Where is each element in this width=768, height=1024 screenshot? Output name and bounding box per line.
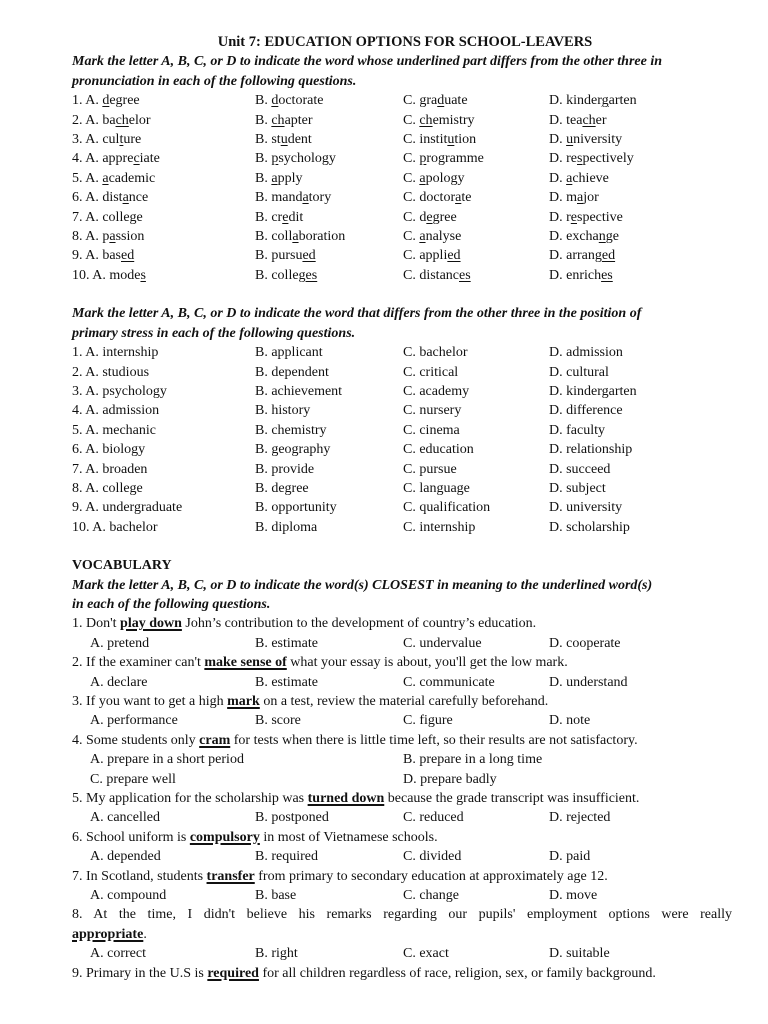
option: C. doctorate [403, 190, 472, 206]
vocabulary-instruction: Mark the letter A, B, C, or D to indicate the word(s) CLOSEST in meaning to the underlined word(s) in each of the following questions. [72, 577, 653, 612]
option: D. admission [549, 345, 623, 361]
pronunciation-instruction: Mark the letter A, B, C, or D to indicate the word whose underlined part differs from the other three in pronunciation in each of the following questions. [72, 54, 662, 89]
option: 4. A. appreciate [72, 151, 160, 167]
option: B. chapter [255, 112, 313, 128]
question-stem: 5. My application for the scholarship was turned down because the grade transcript was insufficient. [72, 791, 640, 807]
option: B. pursued [255, 248, 316, 264]
underlined-part: ch [419, 112, 433, 128]
question-row [72, 227, 732, 246]
option: D. kindergarten [549, 383, 637, 399]
option-row [72, 847, 732, 866]
underlined-part: u [447, 132, 455, 148]
option: D. respectively [549, 151, 634, 167]
underlined-part: s [140, 267, 146, 283]
option: C. education [403, 442, 474, 458]
option: D. enriches [549, 267, 613, 283]
underlined-part: a [102, 170, 109, 186]
option: B. postponed [255, 810, 329, 826]
option: D. cooperate [549, 635, 621, 651]
option: B. applicant [255, 345, 323, 361]
question-row [72, 518, 732, 537]
option: B. psychology [255, 151, 336, 167]
underlined-part: ed [447, 248, 461, 264]
question-row [72, 246, 732, 265]
option: C. undervalue [403, 635, 482, 651]
key-word: make sense of [204, 655, 287, 671]
option: B. dependent [255, 364, 329, 380]
vocab-question [72, 867, 732, 906]
option: C. programme [403, 151, 484, 167]
option: B. collaboration [255, 229, 346, 245]
option: C. change [403, 888, 459, 904]
underlined-part: a [292, 229, 299, 245]
page-title: Unit 7: EDUCATION OPTIONS FOR SCHOOL-LEAVERS [217, 34, 593, 50]
option: C. graduate [403, 93, 468, 109]
vocab-question [72, 614, 732, 653]
question-row [72, 130, 732, 149]
option: D. suitable [549, 946, 610, 962]
option: 3. A. culture [72, 132, 142, 148]
vocab-question [72, 789, 732, 828]
stress-questions [72, 343, 732, 537]
underlined-part: es [459, 267, 471, 283]
option: B. diploma [255, 519, 318, 535]
option: C. prepare well [90, 771, 176, 787]
option: 1. A. internship [72, 345, 159, 361]
option: C. figure [403, 713, 453, 729]
question-row [72, 149, 732, 168]
option: 2. A. studious [72, 364, 150, 380]
option: C. exact [403, 946, 449, 962]
option: B. right [255, 946, 298, 962]
question-row [72, 460, 732, 479]
vocabulary-heading: VOCABULARY [72, 558, 172, 574]
option: D. major [549, 190, 599, 206]
option: B. doctorate [255, 93, 324, 109]
underlined-part: ed [121, 248, 135, 264]
option: D. understand [549, 674, 628, 690]
underlined-part: es [601, 267, 613, 283]
option: D. scholarship [549, 519, 630, 535]
key-word: mark [227, 694, 260, 709]
question-row [72, 343, 732, 362]
option: B. geography [255, 442, 331, 458]
option: D. relationship [549, 442, 633, 458]
option: D. faculty [549, 422, 605, 438]
underlined-part: d [437, 93, 445, 109]
option: A. compound [90, 888, 167, 904]
underlined-part: ed [601, 248, 616, 264]
underlined-part: e [282, 209, 289, 225]
option: D. exchange [549, 229, 619, 245]
option: 8. A. college [72, 480, 143, 496]
option: D. respective [549, 209, 623, 225]
option: C. institution [403, 132, 477, 148]
option: C. nursery [403, 403, 462, 419]
option: D. kindergarten [549, 93, 637, 109]
underlined-part: a [566, 170, 573, 186]
stress-instruction: Mark the letter A, B, C, or D to indicate the word that differs from the other three in the position of primary stress in each of the following questions. [72, 306, 642, 341]
option: D. move [549, 888, 598, 904]
option: 9. A. based [72, 248, 135, 264]
option-row [72, 634, 732, 653]
option: C. chemistry [403, 112, 475, 128]
option: B. history [255, 403, 311, 419]
option: A. depended [90, 849, 161, 865]
option: B. chemistry [255, 422, 327, 438]
underlined-part: a [577, 190, 584, 206]
option: B. student [255, 132, 312, 148]
key-word: appropriate [72, 926, 144, 942]
option: B. degree [255, 480, 309, 496]
option: A. correct [90, 946, 146, 962]
question-stem: 6. School uniform is compulsory in most of Vietnamese schools. [72, 829, 438, 845]
option: C. qualification [403, 500, 491, 516]
option: B. colleges [255, 267, 318, 283]
question-row [72, 363, 732, 382]
option: C. internship [403, 519, 476, 535]
underlined-part: c [133, 151, 140, 167]
underlined-part: a [122, 190, 129, 206]
question-stem: 2. If the examiner can't make sense of what your essay is about, you'll get the low mark. [72, 655, 568, 671]
underlined-part: a [271, 170, 278, 186]
option: 2. A. bachelor [72, 112, 151, 128]
underlined-part: e [426, 209, 433, 225]
question-stem: 4. Some students only cram for tests when there is little time left, so their results are not satisfactory. [72, 732, 638, 748]
vocab-question [72, 828, 732, 867]
underlined-part: u [280, 132, 288, 148]
option: 7. A. broaden [72, 461, 148, 477]
underlined-part: p [419, 151, 427, 167]
option: B. apply [255, 170, 303, 186]
underlined-part: s [577, 151, 583, 167]
question-row [72, 208, 732, 227]
option: C. cinema [403, 422, 460, 438]
option: C. bachelor [403, 345, 468, 361]
option: B. opportunity [255, 500, 337, 516]
option: D. university [549, 132, 623, 148]
vocab-question [72, 731, 732, 789]
worksheet-content [72, 33, 732, 983]
underlined-part: es [305, 267, 318, 283]
underlined-part: ch [582, 112, 596, 128]
option: 6. A. distance [72, 190, 149, 206]
question-stem: 1. Don't play down John’s contribution to the development of country’s education. [72, 616, 537, 632]
question-row [72, 440, 732, 459]
option-row [72, 770, 732, 789]
option: A. declare [90, 674, 148, 690]
underlined-part: n [598, 229, 606, 245]
question-stem: 9. Primary in the U.S is required for all children regardless of race, religion, sex, or family background. [72, 965, 656, 981]
option: B. provide [255, 461, 315, 477]
key-word: play down [120, 616, 182, 632]
option: 6. A. biology [72, 442, 146, 458]
vocabulary-questions [72, 614, 732, 983]
option: 10. A. modes [72, 267, 146, 283]
option: D. university [549, 500, 623, 516]
pronunciation-questions [72, 91, 732, 285]
question-row [72, 421, 732, 440]
question-stem: 7. In Scotland, students transfer from primary to secondary education at approximately age 12. [72, 868, 608, 884]
question-row [72, 266, 732, 285]
option: C. academy [403, 383, 470, 399]
option: 8. A. passion [72, 229, 145, 245]
vocab-question [72, 653, 732, 692]
vocab-question [72, 964, 732, 983]
underlined-part: u [566, 132, 574, 148]
question-stem: 8. At the time, I didn't believe his remarks regarding our pupils' employment options were really [72, 907, 732, 923]
option: 10. A. bachelor [72, 519, 158, 535]
option: D. arranged [549, 248, 616, 264]
option: C. applied [403, 248, 461, 264]
option: B. estimate [255, 674, 318, 690]
option-row [72, 673, 732, 692]
underlined-part: d [271, 93, 279, 109]
key-word: cram [199, 732, 231, 748]
option: D. prepare badly [403, 771, 497, 787]
option: D. subject [549, 480, 606, 496]
underlined-part: p [271, 151, 279, 167]
option: A. pretend [90, 635, 150, 651]
option: D. teacher [549, 112, 607, 128]
option-row [72, 944, 732, 963]
underlined-part: a [419, 229, 426, 245]
option: 1. A. degree [72, 93, 140, 109]
option-row [72, 808, 732, 827]
option: D. rejected [549, 810, 611, 826]
option-row [72, 886, 732, 905]
question-row [72, 401, 732, 420]
option: C. reduced [403, 810, 464, 826]
option: B. score [255, 713, 301, 729]
underlined-part: a [419, 170, 426, 186]
vocab-question [72, 692, 732, 731]
option: B. estimate [255, 635, 318, 651]
option: C. language [403, 480, 470, 496]
underlined-part: a [109, 229, 116, 245]
question-row [72, 188, 732, 207]
option: A. prepare in a short period [90, 752, 244, 768]
option: 3. A. psychology [72, 383, 167, 399]
question-stem: 3. If you want to get a high mark on a test, review the material carefully beforehand. [72, 694, 549, 709]
option: D. succeed [549, 461, 611, 477]
option: B. achievement [255, 383, 343, 399]
underlined-part: ch [271, 112, 285, 128]
underlined-part: g [129, 209, 137, 225]
option: A. performance [90, 713, 178, 729]
question-row [72, 169, 732, 188]
option-row [72, 750, 732, 769]
question-stem-cont: appropriate. [72, 926, 147, 942]
option: B. required [255, 849, 318, 865]
underlined-part: t [119, 132, 124, 148]
key-word: required [207, 965, 259, 981]
question-row [72, 382, 732, 401]
question-row [72, 479, 732, 498]
option: C. communicate [403, 674, 495, 690]
key-word: transfer [206, 868, 255, 884]
option: C. pursue [403, 461, 457, 477]
option: C. degree [403, 209, 457, 225]
option: A. cancelled [90, 810, 160, 826]
option: B. prepare in a long time [403, 752, 543, 768]
option-row [72, 711, 732, 730]
question-row [72, 498, 732, 517]
option: 7. A. college [72, 209, 143, 225]
option: D. difference [549, 403, 623, 419]
option: 4. A. admission [72, 403, 160, 419]
option: 9. A. undergraduate [72, 500, 183, 516]
underlined-part: a [302, 190, 309, 206]
question-row [72, 91, 732, 110]
key-word: compulsory [189, 829, 260, 845]
underlined-part: ed [302, 248, 316, 264]
option: D. achieve [549, 170, 609, 186]
option: B. credit [255, 209, 304, 225]
option: D. note [549, 713, 591, 729]
option: D. cultural [549, 364, 609, 380]
option: D. paid [549, 849, 591, 865]
option: C. distances [403, 267, 471, 283]
underlined-part: g [601, 93, 609, 109]
option: C. critical [403, 364, 459, 380]
question-row [72, 111, 732, 130]
underlined-part: e [570, 209, 577, 225]
option: C. apology [403, 170, 465, 186]
vocab-question [72, 905, 732, 963]
underlined-part: ch [115, 112, 129, 128]
option: C. divided [403, 849, 462, 865]
option: C. analyse [403, 229, 462, 245]
underlined-part: a [455, 190, 462, 206]
option: B. mandatory [255, 190, 332, 206]
key-word: turned down [307, 791, 385, 807]
option: B. base [255, 888, 297, 904]
underlined-part: d [102, 93, 110, 109]
option: 5. A. mechanic [72, 422, 156, 438]
option: 5. A. academic [72, 170, 156, 186]
